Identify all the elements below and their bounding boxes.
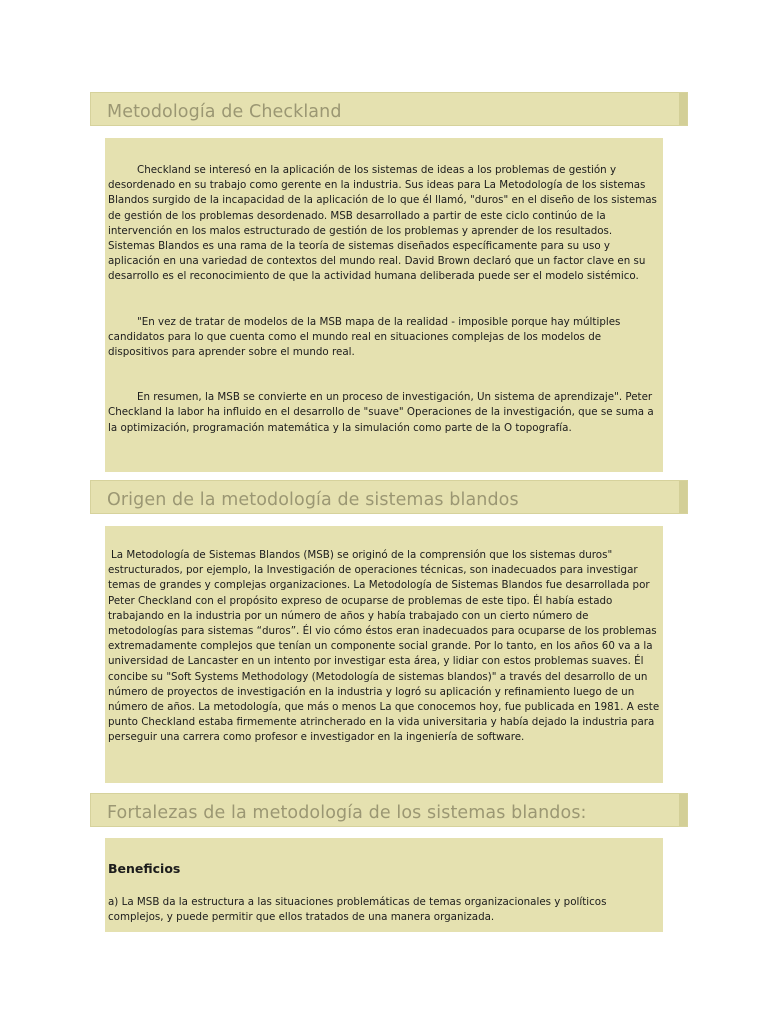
paragraph: a) La MSB da la estructura a las situaciones problemáticas de temas organizacionales y políticos complejos, y puede permitir que ellos tratados de una manera organizada. (108, 896, 607, 924)
section-title: Metodología de Checkland (107, 102, 342, 122)
paragraph: "En vez de tratar de modelos de la MSB mapa de la realidad - imposible porque hay múltiples candidatos para lo que cuenta como el mundo real en situaciones complejas de los modelos de dispositivos para aprender sobre el mundo real. (108, 315, 621, 359)
paragraph: La Metodología de Sistemas Blandos (MSB) se originó de la comprensión que los sistemas duros" estructurados, por ejemplo, la Investigación de operaciones técnicas, son inadecuados para investigar temas de grandes y complejas organizaciones. La Metodología de Sistemas Blandos fue desarrollada por Peter Checkland con el propósito expreso de ocuparse de problemas de este tipo. Él había estado trabajando en la industria por un número de años y había trabajado con un cierto número de metodologías para sistemas “duros”. Él vio cómo éstos eran inadecuados para ocuparse de los problemas extremadamente complejos que tenían un componente social grande. Por lo tanto, en los años 60 va a la universidad de Lancaster en un intento por investigar esta área, y lidiar con estos problemas suaves. Él concibe su "Soft Systems Methodology (Metodología de sistemas blandos)" a través del desarrollo de un número de proyectos de investigación en la industria y logró su aplicación y refinamiento luego de un número de años. La metodología, que más o menos La que conocemos hoy, fue publicada en 1981. A este punto Checkland estaba firmemente atrincherado en la vida universitaria y había dejado la industria para perseguir una carrera como profesor e investigador en la ingeniería de software. (108, 549, 660, 744)
subheading: Beneficios (108, 861, 181, 876)
section-content-box (105, 838, 663, 932)
section-heading-bar (90, 480, 688, 514)
section-content-box (105, 526, 663, 783)
section-heading-bar (90, 92, 688, 126)
section-content-box (105, 138, 663, 472)
paragraph: En resumen, la MSB se convierte en un proceso de investigación, Un sistema de aprendizaje". Peter Checkland la labor ha influido en el desarrollo de "suave" Operaciones de la investigación, que se suma a la optimización, programación matemática y la simulación como parte de la O topografía. (108, 391, 654, 434)
section-title: Origen de la metodología de sistemas blandos (107, 490, 519, 510)
section-title: Fortalezas de la metodología de los sistemas blandos: (107, 803, 587, 823)
paragraph: Checkland se interesó en la aplicación de los sistemas de ideas a los problemas de gestión y desordenado en su trabajo como gerente en la industria. Sus ideas para La Metodología de los sistemas Blandos surgido de la incapacidad de la aplicación de lo que él llamó, "duros" en el diseño de los sistemas de gestión de los problemas desordenado. MSB desarrollado a partir de este ciclo continúo de la intervención en los malos estructurado de gestión de los problemas y aprender de los resultados. Sistemas Blandos es una rama de la teoría de sistemas diseñados específicamente para su uso y aplicación en una variedad de contextos del mundo real. David Brown declaró que un factor clave en su desarrollo es el reconocimiento de que la actividad humana deliberada puede ser el modelo sistémico. (108, 164, 657, 283)
section-heading-bar (90, 793, 688, 827)
